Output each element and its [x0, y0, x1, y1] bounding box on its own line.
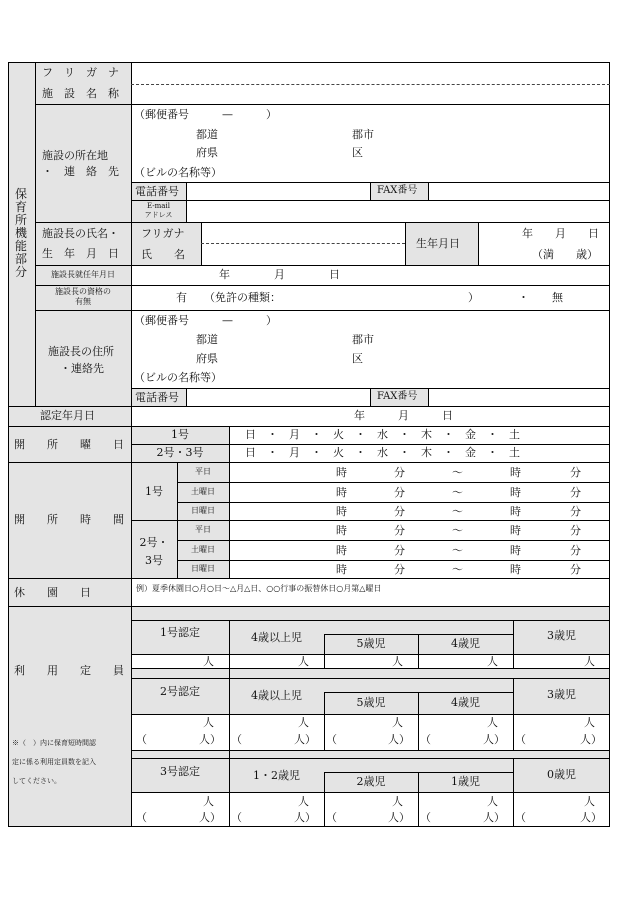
cert2-age5-person[interactable]: 人	[392, 716, 403, 729]
cert3-short-person[interactable]: 人）	[388, 811, 410, 824]
hours-end-minute[interactable]: 分	[570, 505, 581, 518]
hours-start-hour[interactable]: 時	[336, 505, 347, 518]
open-hours-group1-label: 1号	[145, 485, 163, 498]
director-address-label-line2: ・連絡先	[60, 362, 104, 375]
phone-label: 電話番号	[135, 185, 179, 198]
director-city-bottom: 区	[352, 352, 363, 365]
hours-tilde: ～	[452, 544, 463, 557]
hours-start-hour[interactable]: 時	[336, 486, 347, 499]
cert2-short-person[interactable]: 人）	[294, 733, 316, 746]
open-days-label: 開 所 曜 日	[14, 438, 124, 451]
section-title-nursery-function: 保育所機能部分	[14, 187, 27, 279]
cert1-age4-person[interactable]: 人	[487, 655, 498, 668]
cert1-age4plus-person[interactable]: 人	[298, 655, 309, 668]
holidays-label: 休 園 日	[14, 586, 91, 599]
cert2-short-person[interactable]: 人）	[199, 733, 221, 746]
capacity-note-line2: 定に係る利用定員数を記入	[12, 758, 96, 766]
hours-start-minute[interactable]: 分	[394, 486, 405, 499]
address-label-line2: ・ 連 絡 先	[42, 165, 119, 178]
director-building-field[interactable]: （ビルの名称等）	[134, 371, 222, 384]
cert2-age4plus-header: 4歳以上児	[251, 689, 302, 702]
hours-daytype-weekday: 平日	[195, 525, 211, 534]
director-name-label: 氏 名	[141, 248, 185, 261]
hours-start-minute[interactable]: 分	[394, 563, 405, 576]
city-top: 郡市	[352, 128, 374, 141]
qual-separator: ・	[518, 291, 529, 304]
capacity-label: 利 用 定 員	[14, 664, 124, 677]
building-name-field[interactable]: （ビルの名称等）	[134, 166, 222, 179]
hours-tilde: ～	[452, 466, 463, 479]
hours-tilde: ～	[452, 505, 463, 518]
cert2-age4-header: 4歳児	[451, 696, 480, 709]
fax-label: FAX番号	[377, 185, 418, 196]
director-qual-label-line1: 施設長の資格の	[55, 287, 111, 296]
hours-daytype-sunday: 日曜日	[191, 564, 215, 573]
cert2-age5-header: 5歳児	[356, 696, 386, 709]
postal-code-field[interactable]: （郵便番号 — ）	[134, 108, 277, 121]
open-hours-group2-line2: 3号	[145, 554, 163, 567]
hours-start-hour[interactable]: 時	[336, 563, 347, 576]
open-hours-label: 開 所 時 間	[14, 513, 124, 526]
open-hours-group2-line1: 2号・	[139, 536, 169, 549]
cert1-age4-header: 4歳児	[451, 637, 480, 650]
cert1-label: 1号認定	[160, 626, 200, 639]
cert2-age3-header: 3歳児	[547, 688, 576, 701]
city-bottom: 区	[352, 146, 363, 159]
director-furigana-label: フリガナ	[141, 227, 185, 240]
cert3-short-open: （	[515, 811, 526, 824]
director-start-label: 施設長就任年月日	[51, 270, 115, 279]
hours-start-minute[interactable]: 分	[394, 505, 405, 518]
license-type-field[interactable]: （免許の種類：	[204, 291, 281, 304]
hours-end-hour[interactable]: 時	[510, 505, 521, 518]
hours-end-minute[interactable]: 分	[570, 544, 581, 557]
cert3-short-open: （	[136, 811, 147, 824]
cert3-label: 3号認定	[160, 765, 200, 778]
hours-end-hour[interactable]: 時	[510, 486, 521, 499]
capacity-note-line3: してください。	[12, 777, 61, 785]
cert2-age3-person[interactable]: 人	[584, 716, 595, 729]
director-start-date[interactable]: 年 月 日	[219, 268, 340, 281]
cert3-short-open: （	[420, 811, 431, 824]
email-label-bottom: アドレス	[144, 211, 173, 219]
cert2-label: 2号認定	[160, 685, 200, 698]
cert1-age3-header: 3歳児	[547, 629, 576, 642]
cert1-age4plus-header: 4歳以上児	[251, 631, 302, 644]
cert3-short-open: （	[326, 811, 337, 824]
cert2-short-open: （	[326, 733, 337, 746]
cert3-age2-person[interactable]: 人	[392, 795, 403, 808]
director-birth-label: 生年月日	[416, 237, 460, 250]
email-label-top: E-mail	[147, 202, 170, 210]
prefecture-bottom: 府県	[196, 146, 218, 159]
cert2-short-open: （	[136, 733, 147, 746]
cert2-short-open: （	[420, 733, 431, 746]
hours-start-minute[interactable]: 分	[394, 466, 405, 479]
director-city-top: 郡市	[352, 333, 374, 346]
cert3-age1-header: 1歳児	[451, 775, 480, 788]
cert3-age12-person[interactable]: 人	[298, 795, 309, 808]
hours-end-minute[interactable]: 分	[570, 486, 581, 499]
hours-daytype-sunday: 日曜日	[191, 506, 215, 515]
hours-start-minute[interactable]: 分	[394, 544, 405, 557]
director-prefecture-bottom: 府県	[196, 352, 218, 365]
capacity-note-line1: ※（ ）内に保育短時間認	[12, 739, 96, 747]
cert1-total-person[interactable]: 人	[203, 655, 214, 668]
hours-daytype-saturday: 土曜日	[191, 545, 215, 554]
cert1-age5-person[interactable]: 人	[392, 655, 403, 668]
hours-end-hour[interactable]: 時	[510, 524, 521, 537]
cert3-short-person[interactable]: 人）	[294, 811, 316, 824]
cert2-short-open: （	[515, 733, 526, 746]
director-birth-date[interactable]: 年 月 日	[522, 227, 599, 240]
cert3-short-person[interactable]: 人）	[483, 811, 505, 824]
hours-tilde: ～	[452, 524, 463, 537]
director-fax-label: FAX番号	[377, 391, 418, 402]
director-prefecture-top: 都道	[196, 333, 218, 346]
cert3-short-person[interactable]: 人）	[580, 811, 602, 824]
cert3-age0-header: 0歳児	[547, 768, 576, 781]
cert2-total-person[interactable]: 人	[203, 716, 214, 729]
hours-start-hour[interactable]: 時	[336, 466, 347, 479]
cert3-short-person[interactable]: 人）	[199, 811, 221, 824]
cert-date-label: 認定年月日	[40, 409, 95, 422]
director-age[interactable]: （満 歳）	[532, 248, 598, 261]
hours-end-hour[interactable]: 時	[510, 563, 521, 576]
facility-name-label: 施 設 名 称	[42, 87, 119, 100]
cert2-short-person[interactable]: 人）	[580, 733, 602, 746]
hours-tilde: ～	[452, 563, 463, 576]
hours-end-hour[interactable]: 時	[510, 544, 521, 557]
director-label-line1: 施設長の氏名・	[42, 227, 119, 240]
cert1-age5-header: 5歳児	[356, 637, 386, 650]
hours-start-hour[interactable]: 時	[336, 544, 347, 557]
furigana-label: フ リ ガ ナ	[42, 66, 119, 79]
open-days-type23-options[interactable]: 日 ・ 月 ・ 火 ・ 水 ・ 木 ・ 金 ・ 土	[245, 446, 520, 459]
cert3-short-open: （	[231, 811, 242, 824]
qual-yes-option[interactable]: 有	[176, 291, 187, 304]
director-address-label-line1: 施設長の住所	[48, 345, 114, 358]
cert2-short-open: （	[231, 733, 242, 746]
qual-no-option[interactable]: 無	[552, 291, 563, 304]
director-qual-label-line2: 有無	[75, 297, 91, 306]
hours-end-minute[interactable]: 分	[570, 466, 581, 479]
license-close: ）	[468, 291, 479, 304]
director-phone-label: 電話番号	[135, 391, 179, 404]
cert2-age4plus-person[interactable]: 人	[298, 716, 309, 729]
hours-daytype-weekday: 平日	[195, 467, 211, 476]
cert1-age3-person[interactable]: 人	[584, 655, 595, 668]
address-label-line1: 施設の所在地	[42, 149, 108, 162]
director-label-line2: 生 年 月 日	[42, 247, 119, 260]
hours-start-minute[interactable]: 分	[394, 524, 405, 537]
open-days-type23-label: 2号・3号	[156, 446, 204, 459]
open-days-type1-options[interactable]: 日 ・ 月 ・ 火 ・ 水 ・ 木 ・ 金 ・ 土	[245, 428, 520, 441]
cert2-age4-person[interactable]: 人	[487, 716, 498, 729]
cert2-short-person[interactable]: 人）	[483, 733, 505, 746]
hours-tilde: ～	[452, 486, 463, 499]
cert3-age12-header: 1・2歳児	[253, 769, 300, 782]
cert2-short-person[interactable]: 人）	[388, 733, 410, 746]
hours-end-minute[interactable]: 分	[570, 524, 581, 537]
cert3-total-person[interactable]: 人	[203, 795, 214, 808]
director-postal-code-field[interactable]: （郵便番号 — ）	[134, 314, 277, 327]
hours-start-hour[interactable]: 時	[336, 524, 347, 537]
hours-end-hour[interactable]: 時	[510, 466, 521, 479]
prefecture-top: 都道	[196, 128, 218, 141]
hours-daytype-saturday: 土曜日	[191, 487, 215, 496]
cert3-age1-person[interactable]: 人	[487, 795, 498, 808]
hours-end-minute[interactable]: 分	[570, 563, 581, 576]
open-days-type1-label: 1号	[171, 428, 189, 441]
cert3-age0-person[interactable]: 人	[584, 795, 595, 808]
holidays-example[interactable]: 例）夏季休園日○月○日～△月△日、○○行事の振替休日○月第△曜日	[136, 584, 382, 593]
cert-date-value[interactable]: 年 月 日	[354, 409, 453, 422]
cert3-age2-header: 2歳児	[356, 775, 386, 788]
